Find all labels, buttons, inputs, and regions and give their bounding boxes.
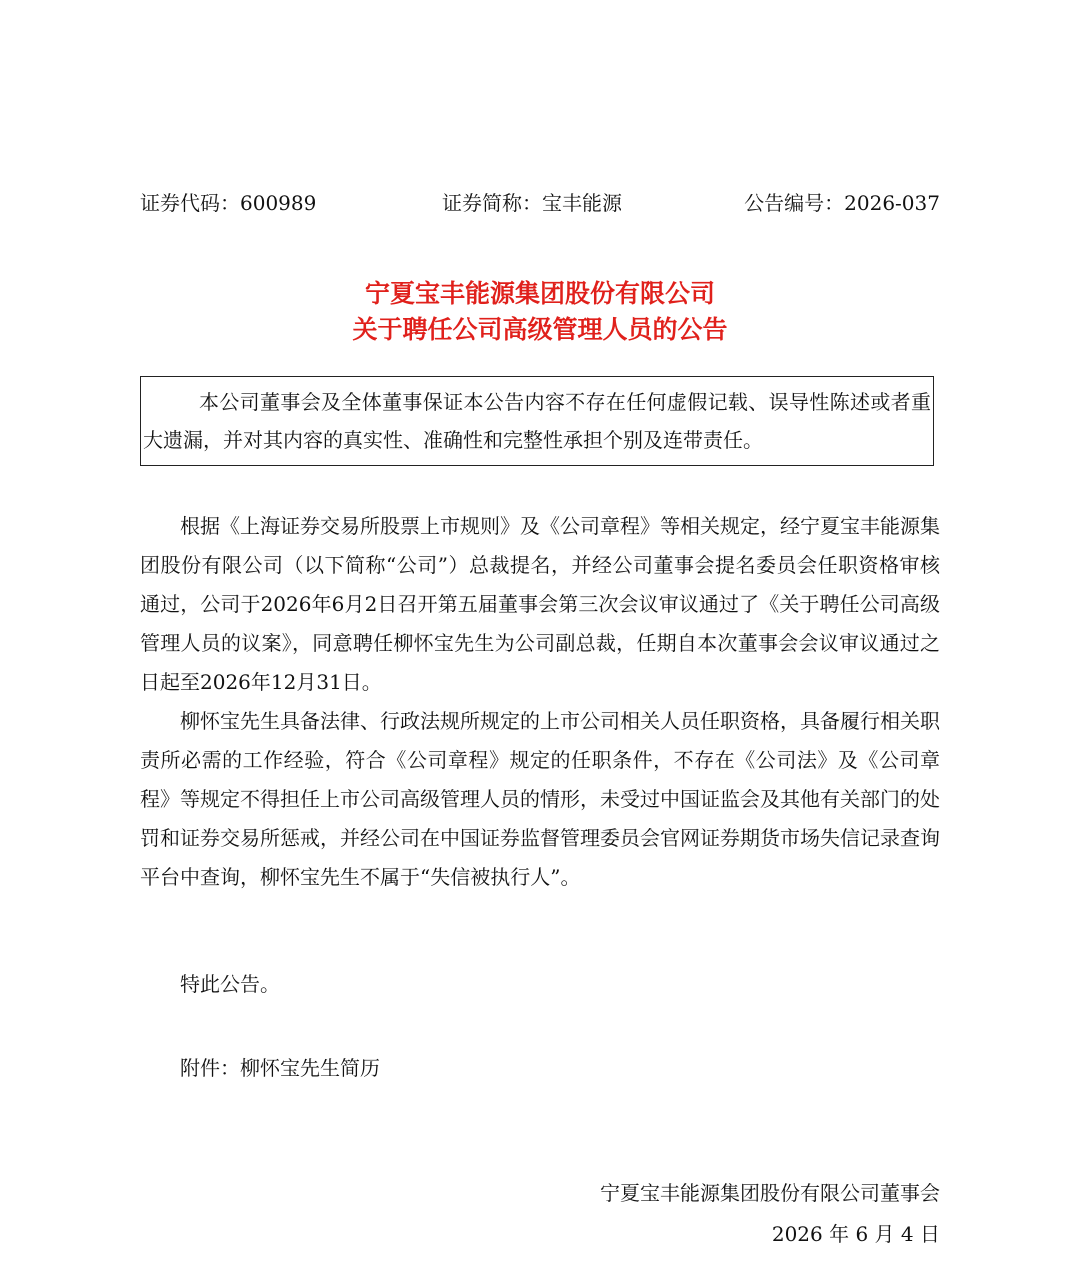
body-paragraph-qualification: 柳怀宝先生具备法律、行政法规所规定的上市公司相关人员任职资格，具备履行相关职责所必需的工作经验，符合《公司章程》规定的任职条件，不存在《公司法》及《公司章程》等规定不得担任上市公司高级管理人员的情形，未受过中国证监会及其他有关部门的处罚和证券交易所惩戒，并经公司在中国证券监督管理委员会官网证券期货市场失信记录查询平台中查询，柳怀宝先生不属于“失信被执行人”。 (140, 709, 940, 889)
title-company: 宁夏宝丰能源集团股份有限公司 (364, 279, 715, 308)
title-subject: 关于聘任公司高级管理人员的公告 (352, 315, 728, 344)
stock-code: 证券代码：600989 (140, 191, 317, 215)
stock-short-name: 证券简称：宝丰能源 (442, 191, 622, 215)
body-paragraph-appointment: 根据《上海证券交易所股票上市规则》及《公司章程》等相关规定，经宁夏宝丰能源集团股份有限公司（以下简称“公司”）总裁提名，并经公司董事会提名委员会任职资格审核通过，公司于2026年6月2日召开第五届董事会第三次会议审议通过了《关于聘任公司高级管理人员的议案》，同意聘任柳怀宝先生为公司副总裁，任期自本次董事会会议审议通过之日起至2026年12月31日。 (140, 514, 940, 694)
attachment-note: 附件：柳怀宝先生简历 (180, 1056, 380, 1080)
responsibility-statement: 本公司董事会及全体董事保证本公告内容不存在任何虚假记载、误导性陈述或者重大遗漏，并对其内容的真实性、准确性和完整性承担个别及连带责任。 (143, 390, 931, 452)
announcement-number: 公告编号：2026-037 (744, 191, 940, 215)
responsibility-statement-box (140, 376, 934, 466)
signature-date: 2026 年 6 月 4 日 (771, 1222, 940, 1246)
closing-notice: 特此公告。 (180, 972, 280, 996)
signature-issuer: 宁夏宝丰能源集团股份有限公司董事会 (600, 1181, 940, 1205)
header-row (140, 187, 940, 219)
announcement-body (140, 507, 940, 897)
